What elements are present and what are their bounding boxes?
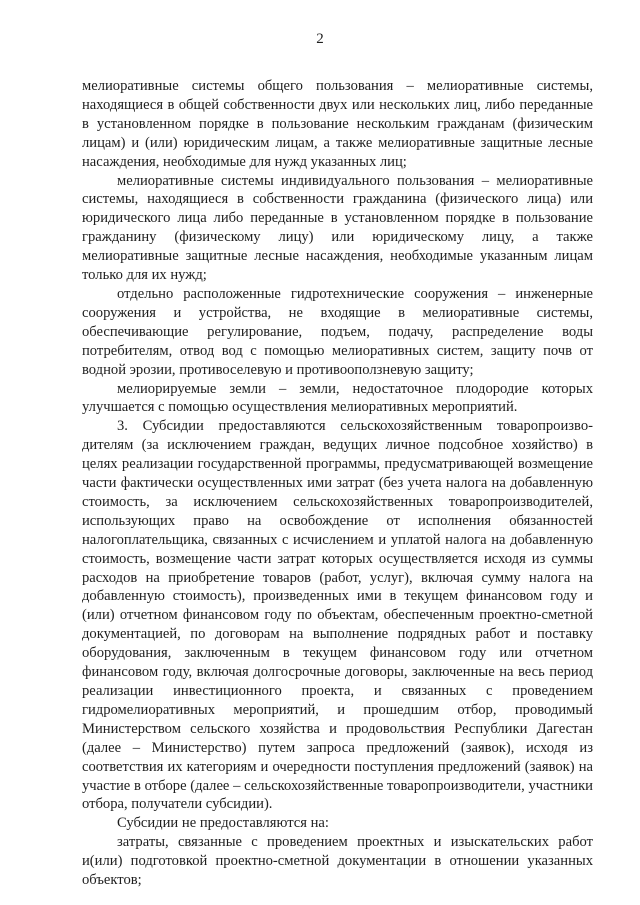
paragraph-reclaimed-lands: мелиорируемые земли – земли, недостаточное плодородие которых улучшается с помощью осуществления мелиоративных мероприятий. (82, 380, 593, 416)
paragraph-hydrotechnical-structures: отдельно расположенные гидротехнические сооружения – инженерные сооружения и устройства, не входящие в мелиоративные системы, обеспечивающие регулирование, подъем, подачу, распределение воды потребителям, отвод вод с помощью мелиоративных систем, защиту почв от водной эрозии, противоселевую и противооползневую защиту; (82, 285, 593, 378)
page-number: 2 (316, 31, 324, 47)
paragraph-design-costs: затраты, связанные с проведением проектных и изыскательских работ и(или) подготовкой проектно-сметной документации в отношении указанных объектов; (82, 834, 593, 889)
paragraph-individual-use-systems: мелиоративные системы индивидуального пользования – мелиоративные системы, находящиеся в собственности гражданина (физического лица) или юридического лица либо переданные в установленном порядке в пользование гражданину (физическому лицу) или юридическому лицу, а также мелиоративные защитные лесные насаждения, необходимые указанным лицам только для их нужд; (82, 172, 593, 284)
document-body (82, 77, 593, 890)
paragraph-section-3-subsidies: 3. Субсидии предоставляются сельскохозяйственным товаропроизво-дителям (за исключением граждан, ведущих личное подсобное хозяйство) в целях реализации государственной программы, предусматривающей возмещение части фактически осуществленных ими затрат (без учета налога на добавленную стоимость, за исключением сельскохозяйственных товаропроизводителей, использующих право на освобождение от исполнения обязанностей налогоплательщика, связанных с исчислением и уплатой налога на добавленную стоимость, возмещение части затрат которых осуществляется исходя из суммы расходов на приобретение товаров (работ, услуг), включая сумму налога на добавленную стоимость), произведенных ими в текущем финансовом году и (или) отчетном финансовом году по объектам, обеспеченным проектно-сметной документацией, по договорам на выполнение подрядных работ и поставку оборудования, заключенным в текущем финансовом году или отчетном финансовом году, включая долгосрочные договоры, заключенные на весь период реализации инвестиционного проекта, и связанных с проведением гидромелиоративных мероприятий, и прошедшим отбор, проводимый Министерством сельского хозяйства и продовольствия Республики Дагестан (далее – Министерство) путем запроса предложений (заявок), исходя из соответствия их категориям и очередности поступления предложений (заявок) на участие в отборе (далее – сельскохозяйственные товаропроизводители, участники отбора, получатели субсидии). (82, 418, 593, 813)
paragraph-common-use-systems: мелиоративные системы общего пользования – мелиоративные системы, находящиеся в общей собственности двух или нескольких лиц, либо переданные в установленном порядке в пользование нескольким гражданам (физическим лицам) и (или) юридическим лицам, а также мелиоративные защитные лесные насаждения, необходимые для нужд указанных лиц; (82, 78, 593, 170)
paragraph-subsidies-not-provided: Субсидии не предоставляются на: (117, 815, 329, 832)
